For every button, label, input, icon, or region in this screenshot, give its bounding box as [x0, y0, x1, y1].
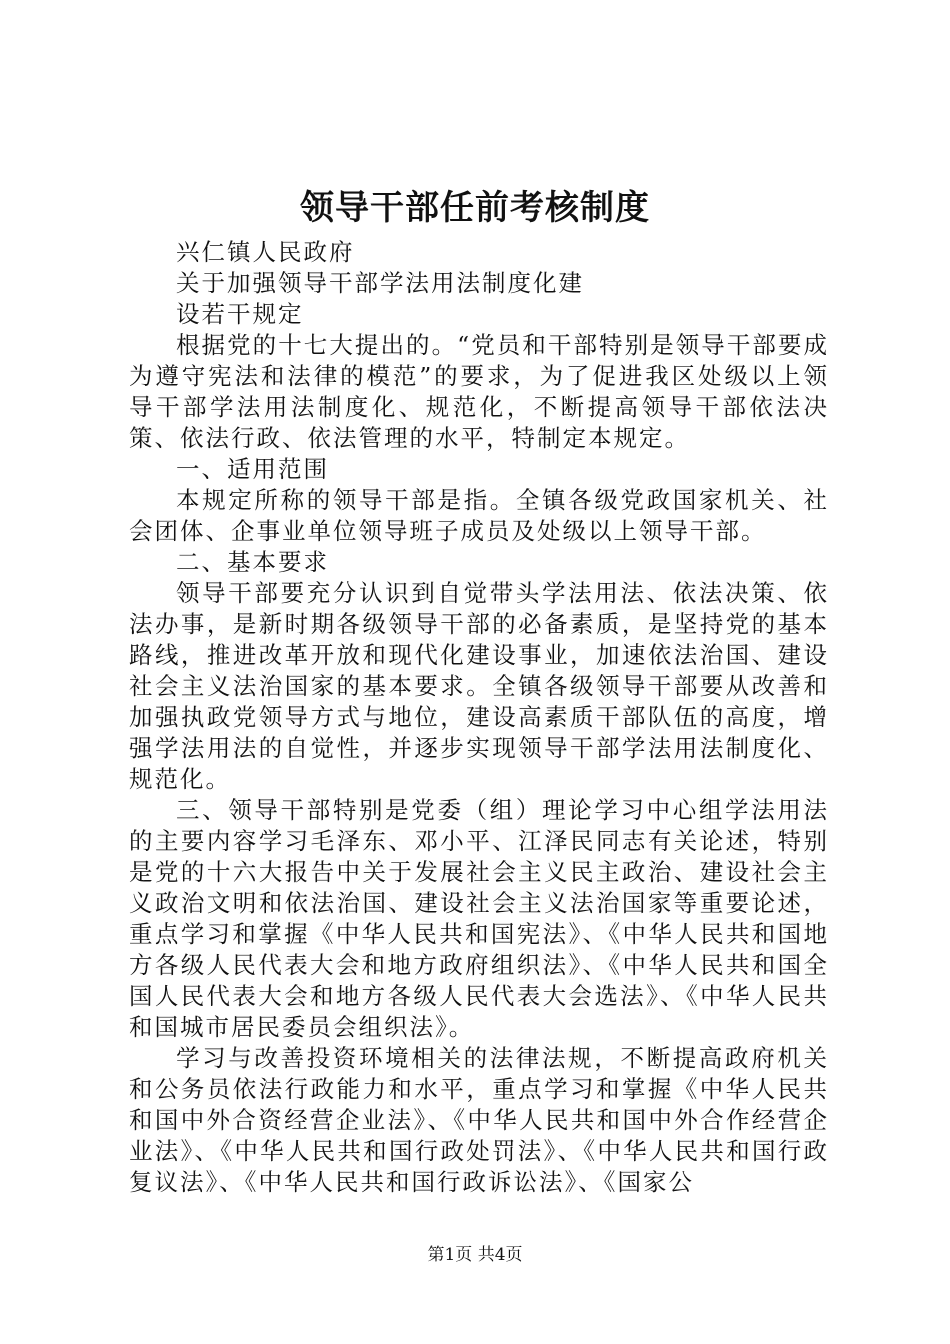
paragraph-section-three: 三、领导干部特别是党委（组）理论学习中心组学法用法的主要内容学习毛泽东、邓小平、江泽民同志有关论述，特别是党的十六大报告中关于发展社会主义民主政治、建设社会主义政治文明和依法治国、建设社会主义法治国家等重要论述，重点学习和掌握《中华人民共和国宪法》、《中华人民共和国地方各级人民代表大会和地方政府组织法》、《中华人民共和国全国人民代表大会和地方各级人民代表大会选法》、《中华人民共和国城市居民委员会组织法》。	[129, 796, 829, 1041]
paragraph-subtitle-line1: 关于加强领导干部学法用法制度化建	[176, 269, 584, 297]
section-heading-requirements: 二、基本要求	[176, 548, 329, 576]
page-number-footer: 第1页 共4页	[427, 1245, 523, 1265]
document-title: 领导干部任前考核制度	[300, 188, 650, 228]
section-heading-scope: 一、适用范围	[176, 455, 329, 483]
paragraph-intro: 根据党的十七大提出的。“党员和干部特别是领导干部要成为遵守宪法和法律的模范”的要求，为了促进我区处级以上领导干部学法用法制度化、规范化，不断提高领导干部依法决策、依法行政、依法管理的水平，特制定本规定。	[129, 331, 829, 452]
paragraph-investment-laws: 学习与改善投资环境相关的法律法规，不断提高政府机关和公务员依法行政能力和水平，重点学习和掌握《中华人民共和国中外合资经营企业法》、《中华人民共和国中外合作经营企业法》、《中华人民共和国行政处罚法》、《中华人民共和国行政复议法》、《中华人民共和国行政诉讼法》、《国家公	[129, 1044, 829, 1196]
paragraph-requirements: 领导干部要充分认识到自觉带头学法用法、依法决策、依法办事，是新时期各级领导干部的必备素质，是坚持党的基本路线，推进改革开放和现代化建设事业，加速依法治国、建设社会主义法治国家的基本要求。全镇各级领导干部要从改善和加强执政党领导方式与地位，建设高素质干部队伍的高度，增强学法用法的自觉性，并逐步实现领导干部学法用法制度化、规范化。	[129, 579, 829, 793]
document-body	[129, 237, 829, 1198]
paragraph-scope: 本规定所称的领导干部是指。全镇各级党政国家机关、社会团体、企事业单位领导班子成员及处级以上领导干部。	[129, 486, 829, 545]
paragraph-issuer: 兴仁镇人民政府	[176, 238, 355, 266]
paragraph-subtitle-line2: 设若干规定	[176, 300, 304, 328]
